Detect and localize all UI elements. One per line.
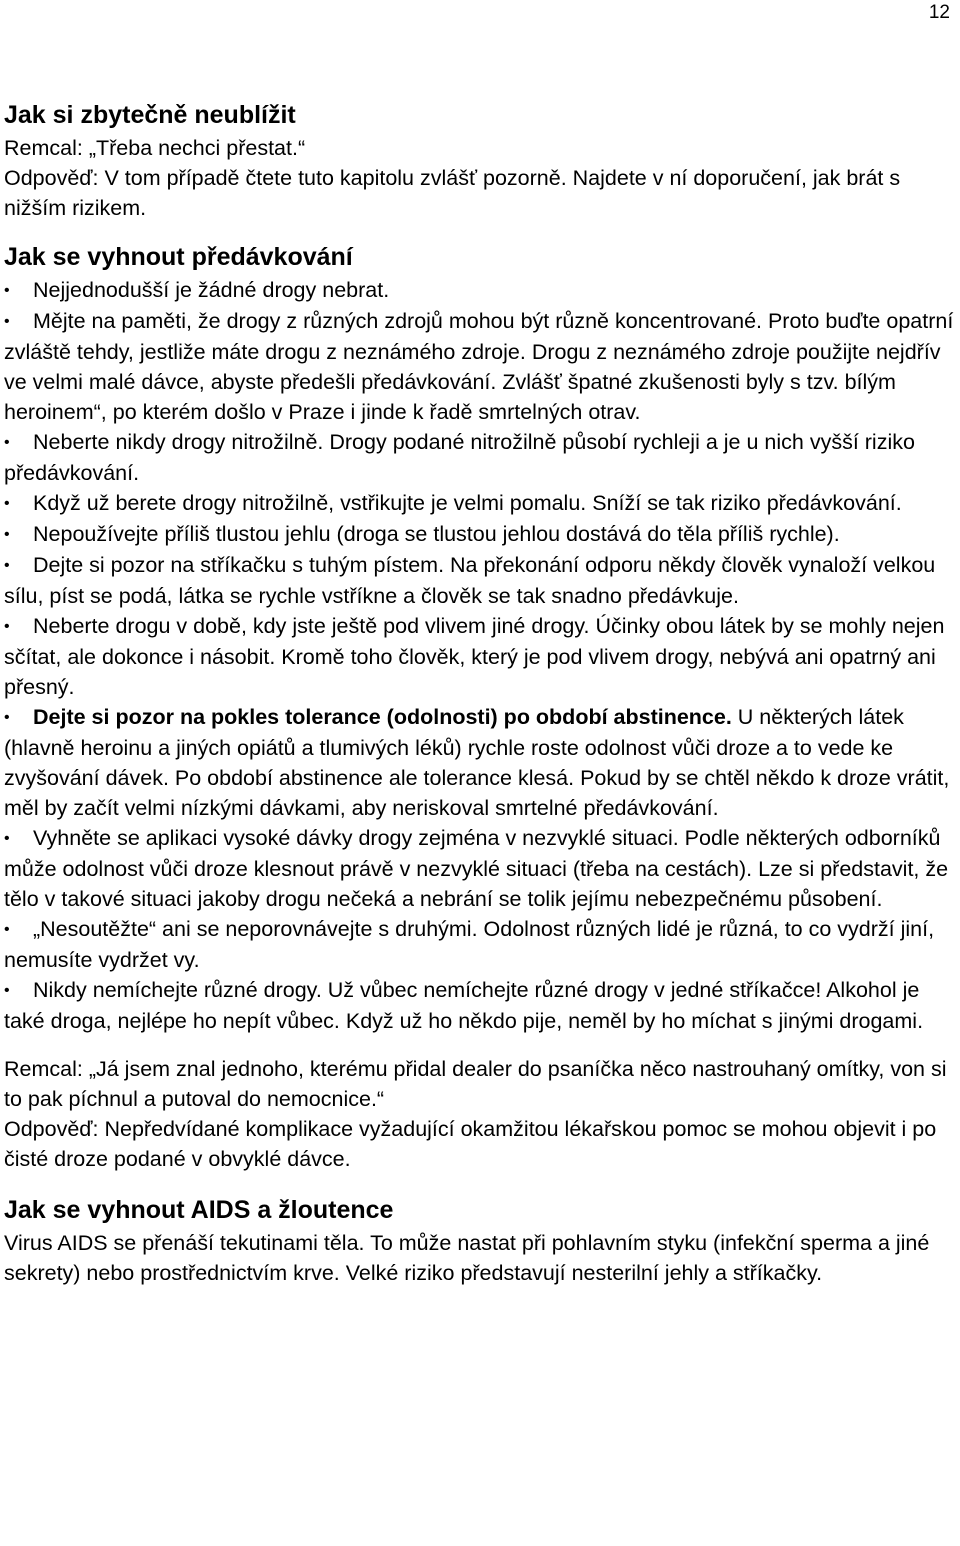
- list-item: [4, 702, 954, 823]
- list-item: [4, 823, 954, 914]
- list-item: [4, 611, 954, 702]
- remcal-quote: Remcal: „Já jsem znal jednoho, kterému přidal dealer do psaníčka něco nastrouhaný omítky, von si to pak píchnul a putoval do nemocnice.“: [4, 1057, 947, 1111]
- answer-paragraph: Odpověď: Nepředvídané komplikace vyžadující okamžitou lékařskou pomoc se mohou objevit i po čisté droze podané v obvyklé dávce.: [4, 1117, 937, 1171]
- list-item-text: Nikdy nemíchejte různé drogy. Už vůbec nemíchejte různé drogy v jedné stříkačce! Alkohol je také droga, nejlépe ho nepít vůbec. Když už ho někdo pije, neměl by ho míchat s jinými drogami.: [4, 978, 924, 1033]
- remcal-quote: Remcal: „Třeba nechci přestat.“: [4, 136, 306, 160]
- list-item-text: Neberte drogu v době, kdy jste ještě pod vlivem jiné drogy. Účinky obou látek by se mohly nejen sčítat, ale dokonce i násobit. Kromě toho člověk, který je pod vlivem drogy, nebývá ani opatrný ani přesný.: [4, 614, 945, 699]
- bullet-icon: •: [4, 709, 10, 726]
- list-item-text: U některých látek (hlavně heroinu a jiných opiátů a tlumivých léků) rychle roste odolnost vůči droze a to vede ke zvyšování dávek. Po období abstinence ale tolerance klesá. Pokud by se chtěl někdo k droze vrátit, měl by začít velmi nízkými dávkami, aby neriskoval smrtelné předávkování.: [4, 705, 950, 820]
- list-item: [4, 975, 954, 1036]
- list-item: [4, 427, 954, 488]
- list-item-text: Neberte nikdy drogy nitrožilně. Drogy podané nitrožilně působí rychleji a je u nich vyšší riziko předávkování.: [4, 430, 915, 485]
- section-heading: Jak se vyhnout předávkování: [4, 243, 353, 271]
- list-item-text: Nejjednodušší je žádné drogy nebrat.: [33, 278, 390, 302]
- list-item-text: Nepoužívejte příliš tlustou jehlu (droga se tlustou jehlou dostává do těla příliš rychle).: [33, 522, 840, 546]
- list-item: [4, 550, 954, 611]
- bullet-icon: •: [4, 526, 10, 543]
- list-item-text: Když už berete drogy nitrožilně, vstřikujte je velmi pomalu. Sníží se tak riziko předávkování.: [33, 491, 902, 515]
- bullet-icon: •: [4, 313, 10, 330]
- list-item: [4, 914, 954, 975]
- section-heading: Jak si zbytečně neublížit: [4, 101, 296, 129]
- list-item: [4, 488, 954, 519]
- bullet-icon: •: [4, 282, 10, 299]
- list-item-text: Vyhněte se aplikaci vysoké dávky drogy zejména v nezvyklé situaci. Podle některých odborníků může odolnost vůči droze klesnout právě v nezvyklé situaci (třeba na cestách). Lze si představit, že tělo v takové situaci jakoby drogu nečeká a nebrání se tolik jejímu nebezpečnému působení.: [4, 826, 949, 911]
- bullet-icon: •: [4, 434, 10, 451]
- answer-paragraph: Odpověď: V tom případě čtete tuto kapitolu zvlášť pozorně. Najdete v ní doporučení, jak brát s nižším rizikem.: [4, 166, 901, 220]
- list-item-text: „Nesoutěžte“ ani se neporovnávejte s druhými. Odolnost různých lidé je různá, to co vydrží jiní, nemusíte vydržet vy.: [4, 917, 935, 972]
- bullet-icon: •: [4, 982, 10, 999]
- list-item-text: Mějte na paměti, že drogy z různých zdrojů mohou být různě koncentrované. Proto buďte opatrní zvláště tehdy, jestliže máte drogu z neznámého zdroje. Drogu z neznámého zdroje použijte nejdřív ve velmi malé dávce, abyste předešli předávkování. Zvlášť špatné zkušenosti byly s tzv. bílým heroinem“, po kterém došlo v Praze i jinde k řadě smrtelných otrav.: [4, 309, 954, 424]
- bullet-icon: •: [4, 557, 10, 574]
- list-item: [4, 275, 954, 306]
- list-item: [4, 306, 954, 427]
- document-body: [4, 97, 954, 1288]
- list-item: [4, 519, 954, 550]
- bullet-icon: •: [4, 495, 10, 512]
- list-item-text: Dejte si pozor na stříkačku s tuhým pístem. Na překonání odporu někdy člověk vynaloží velkou sílu, píst se podá, látka se rychle vstříkne a člověk se tak snadno předávkuje.: [4, 553, 936, 608]
- section-heading: Jak se vyhnout AIDS a žloutence: [4, 1196, 394, 1224]
- body-paragraph: Virus AIDS se přenáší tekutinami těla. To může nastat při pohlavním styku (infekční sperma a jiné sekrety) nebo prostřednictvím krve. Velké riziko představují nesterilní jehly a stříkačky.: [4, 1231, 930, 1285]
- list-item-emphasis: Dejte si pozor na pokles tolerance (odolnosti) po období abstinence.: [33, 705, 732, 729]
- bullet-icon: •: [4, 921, 10, 938]
- page-number: 12: [928, 2, 950, 23]
- bullet-icon: •: [4, 618, 10, 635]
- bullet-icon: •: [4, 830, 10, 847]
- tips-list: [4, 275, 954, 1036]
